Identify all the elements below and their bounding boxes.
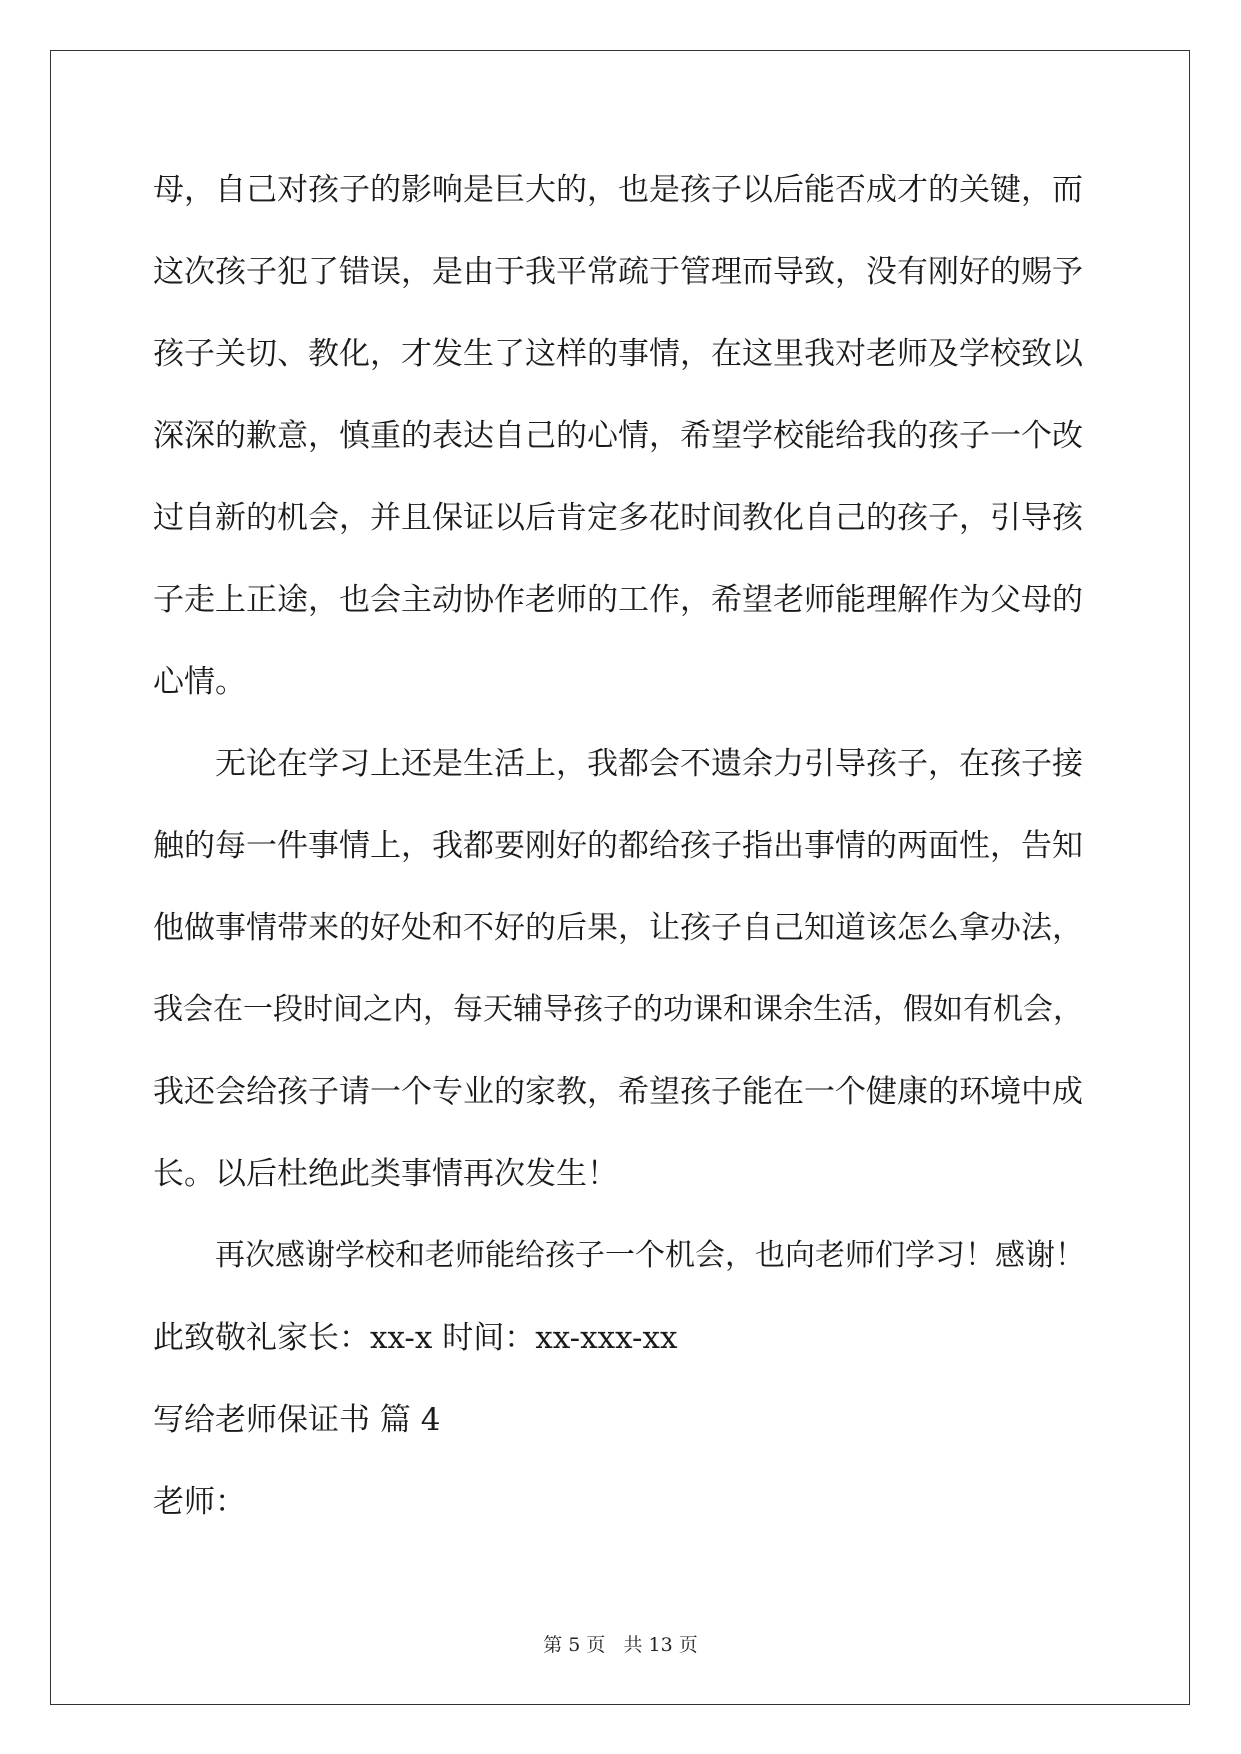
paragraph-line: 我还会给孩子请一个专业的家教，希望孩子能在一个健康的环境中成	[153, 1074, 1083, 1110]
paragraph-line: 再次感谢学校和老师能给孩子一个机会，也向老师们学习！感谢！	[215, 1238, 1085, 1273]
document-body	[153, 164, 1093, 1558]
paragraph-line: 过自新的机会，并且保证以后肯定多花时间教化自己的孩子，引导孩	[153, 500, 1083, 536]
paragraph-line: 长。以后杜绝此类事情再次发生！	[153, 1156, 618, 1192]
total-pages: 共 13 页	[623, 1634, 698, 1656]
current-page-number: 第 5 页	[543, 1634, 606, 1656]
paragraph-line: 这次孩子犯了错误，是由于我平常疏于管理而导致，没有刚好的赐予	[153, 254, 1083, 290]
paragraph-line: 孩子关切、教化，才发生了这样的事情，在这里我对老师及学校致以	[153, 336, 1083, 372]
signature-line: 此致敬礼家长：xx-x 时间：xx-xxx-xx	[153, 1320, 678, 1356]
salutation-line: 老师：	[153, 1484, 246, 1520]
section-heading: 写给老师保证书 篇 4	[153, 1402, 441, 1438]
page-footer	[0, 1630, 1241, 1657]
paragraph-line: 他做事情带来的好处和不好的后果，让孩子自己知道该怎么拿办法，	[153, 910, 1083, 946]
paragraph-line: 触的每一件事情上，我都要刚好的都给孩子指出事情的两面性，告知	[153, 828, 1083, 864]
paragraph-line: 无论在学习上还是生活上，我都会不遗余力引导孩子，在孩子接	[215, 746, 1083, 782]
paragraph-line: 心情。	[153, 664, 246, 700]
paragraph-line: 深深的歉意，慎重的表达自己的心情，希望学校能给我的孩子一个改	[153, 418, 1083, 454]
paragraph-line: 我会在一段时间之内，每天辅导孩子的功课和课余生活，假如有机会，	[153, 992, 1083, 1027]
paragraph-line: 子走上正途，也会主动协作老师的工作，希望老师能理解作为父母的	[153, 582, 1083, 618]
paragraph-line: 母，自己对孩子的影响是巨大的，也是孩子以后能否成才的关键，而	[153, 172, 1083, 208]
